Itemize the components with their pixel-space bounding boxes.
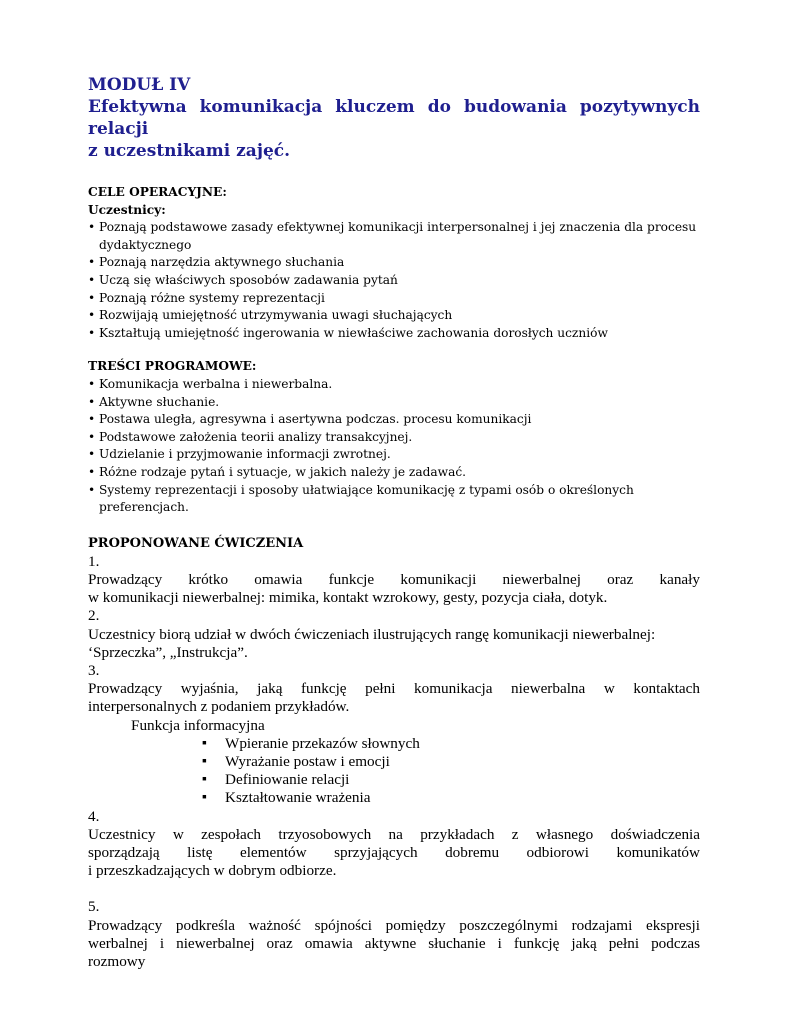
exercise-text: Prowadzący wyjaśnia, jaką funkcję pełni komunikacja niewerbalna w kontaktach xyxy=(88,680,700,698)
list-item: ▪ Wyrażanie postaw i emocji xyxy=(202,753,700,771)
exercise-text: interpersonalnych z podaniem przykładów. xyxy=(88,698,350,716)
exercise-text: Uczestnicy biorą udział w dwóch ćwiczeniach ilustrujących rangę komunikacji niewerbalnej: xyxy=(88,625,656,643)
exercise-number: 3. xyxy=(88,661,100,679)
exercise-text: werbalnej i niewerbalnej oraz omawia aktywne słuchanie i funkcję jaką pełni podczas xyxy=(88,934,700,952)
list-item: ▪ Wpieranie przekazów słownych xyxy=(202,735,700,753)
list-item: • Systemy reprezentacji i sposoby ułatwiające komunikację z typami osób o określonych preferencjach. xyxy=(88,482,700,517)
content-list xyxy=(88,376,700,517)
exercise-text: ‘Sprzeczka”, „Instrukcja”. xyxy=(88,643,248,661)
list-item: • Podstawowe założenia teorii analizy transakcyjnej. xyxy=(88,429,700,447)
function-heading: Funkcja informacyjna xyxy=(131,716,265,734)
list-item: ▪ Kształtowanie wrażenia xyxy=(202,789,700,807)
exercise-number: 5. xyxy=(88,898,100,916)
list-item: • Poznają różne systemy reprezentacji xyxy=(88,290,700,308)
goals-heading: CELE OPERACYJNE: xyxy=(88,185,227,199)
list-item: • Kształtują umiejętność ingerowania w niewłaściwe zachowania dorosłych uczniów xyxy=(88,325,700,343)
exercise-text: rozmowy xyxy=(88,952,146,970)
list-item: • Komunikacja werbalna i niewerbalna. xyxy=(88,376,700,394)
exercise-text: sporządzają listę elementów sprzyjających dobremu odbiorowi komunikatów xyxy=(88,843,700,861)
list-item: ▪ Definiowanie relacji xyxy=(202,771,700,789)
list-item: • Uczą się właściwych sposobów zadawania pytań xyxy=(88,272,700,290)
goals-subheading: Uczestnicy: xyxy=(88,202,166,217)
exercise-text: Prowadzący krótko omawia funkcje komunikacji niewerbalnej oraz kanały xyxy=(88,570,700,588)
list-item: • Udzielanie i przyjmowanie informacji zwrotnej. xyxy=(88,446,700,464)
exercise-text: w komunikacji niewerbalnej: mimika, kontakt wzrokowy, gesty, pozycja ciała, dotyk. xyxy=(88,589,608,607)
list-item: • Rozwijają umiejętność utrzymywania uwagi słuchających xyxy=(88,307,700,325)
exercises-heading: PROPONOWANE ĆWICZENIA xyxy=(88,535,304,551)
exercise-number: 2. xyxy=(88,607,100,625)
module-title: MODUŁ IV xyxy=(88,75,191,95)
document-page xyxy=(88,74,700,971)
list-item: • Różne rodzaje pytań i sytuacje, w jakich należy je zadawać. xyxy=(88,464,700,482)
list-item: • Postawa uległa, agresywna i asertywna podczas. procesu komunikacji xyxy=(88,411,700,429)
list-item: • Aktywne słuchanie. xyxy=(88,394,700,412)
exercise-text: i przeszkadzających w dobrym odbiorze. xyxy=(88,862,337,880)
functions-list xyxy=(88,735,700,808)
exercise-number: 1. xyxy=(88,552,100,570)
exercise-text: Uczestnicy w zespołach trzyosobowych na przykładach z własnego doświadczenia xyxy=(88,825,700,843)
list-item: • Poznają narzędzia aktywnego słuchania xyxy=(88,254,700,272)
exercise-text: Prowadzący podkreśla ważność spójności pomiędzy poszczególnymi rodzajami ekspresji xyxy=(88,916,700,934)
module-subtitle-line1: Efektywna komunikacja kluczem do budowania pozytywnych relacji xyxy=(88,97,700,139)
content-heading: TREŚCI PROGRAMOWE: xyxy=(88,359,257,374)
exercises-body xyxy=(88,553,700,971)
exercise-number: 4. xyxy=(88,807,100,825)
list-item: • Poznają podstawowe zasady efektywnej komunikacji interpersonalnej i jej znaczenia dla procesu dydaktycznego xyxy=(88,219,700,254)
module-subtitle-line2: z uczestnikami zajęć. xyxy=(88,141,291,161)
goals-list xyxy=(88,219,700,342)
